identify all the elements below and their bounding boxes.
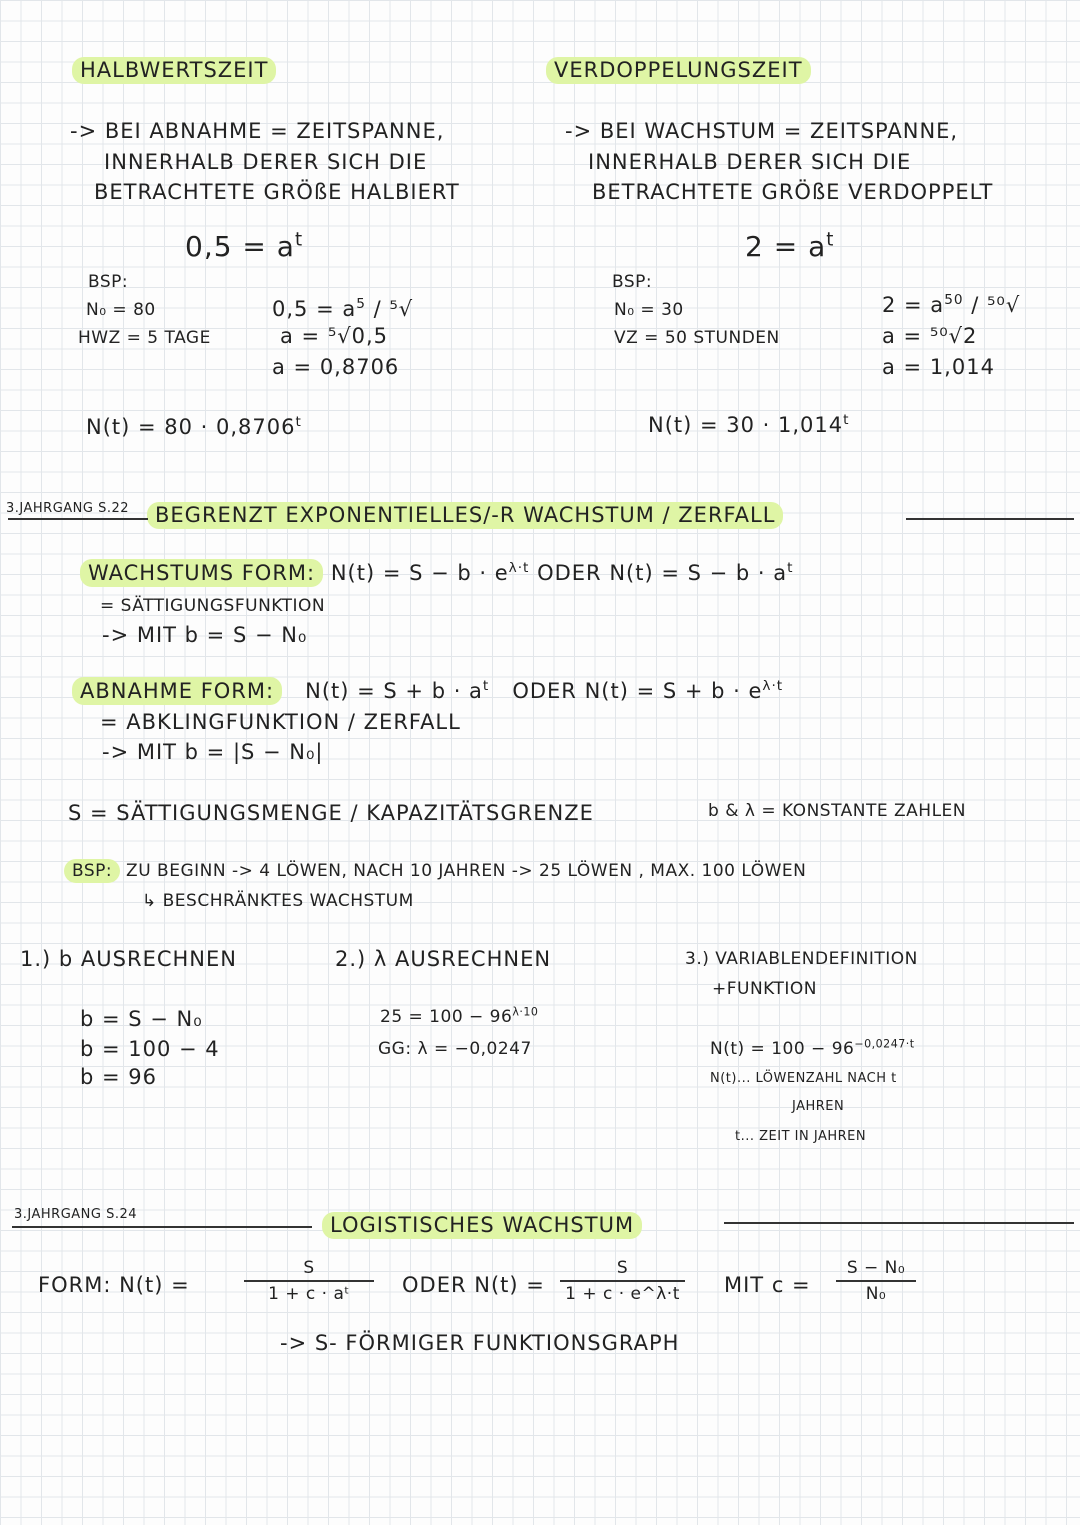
decay-form: ABNAHME FORM: $N(t) = S + b \cdot a^t$ ODER $N(t) = S + b \cdot e^{\lambda\cdot t}$ (72, 680, 783, 703)
half-life-step3: a = 0,8706 (272, 355, 400, 379)
section-divider (8, 518, 148, 520)
constants-definition: b & λ = KONSTANTE ZAHLEN (708, 801, 967, 821)
step3-title: 3.) VARIABLENDEFINITION (685, 949, 918, 969)
decay-form-label: ABNAHME FORM: (72, 677, 282, 705)
logistic-fraction-1: S 1 + c · aᵗ (244, 1258, 374, 1304)
growth-form-label: WACHSTUMS FORM: (80, 559, 323, 587)
growth-form: WACHSTUMS FORM: $N(t) = S - b \cdot e^{\lambda\cdot t}$ ODER $N(t) = S - b \cdot a^t$ (80, 562, 793, 585)
doubling-vz: VZ = 50 STUNDEN (614, 328, 780, 348)
half-life-def-line2: INNERHALB DERER SICH DIE (104, 150, 428, 174)
step3-def1: N(t)... LÖWENZAHL NACH t (710, 1071, 897, 1086)
half-life-example-label: BSP: (88, 272, 129, 292)
section-divider (906, 518, 1074, 520)
half-life-def-line3: BETRACHTETE GRÖßE HALBIERT (94, 180, 460, 204)
step2-line2: GG: λ = −0,0247 (378, 1039, 532, 1059)
half-life-title: HALBWERTSZEIT (72, 57, 276, 84)
doubling-step2: a = ⁵⁰√2 (882, 324, 978, 348)
step2-title: 2.) λ AUSRECHNEN (335, 947, 552, 971)
logistic-c-label: MIT c = (724, 1273, 811, 1297)
step1-line3: b = 96 (80, 1065, 157, 1089)
doubling-function: $N(t) = 30 \cdot 1,014^t$ (648, 412, 850, 437)
section-divider (12, 1226, 312, 1228)
doubling-def-line1: -> BEI WACHSTUM = ZEITSPANNE, (565, 119, 959, 143)
growth-subline2: -> MIT b = S − N₀ (102, 623, 308, 647)
step1-line2: b = 100 − 4 (80, 1037, 220, 1061)
bounded-title: BEGRENZT EXPONENTIELLES/-R WACHSTUM / ZERFALL (147, 502, 783, 529)
doubling-formula: $2 = a^t$ (745, 229, 835, 263)
half-life-n0: N₀ = 80 (86, 300, 156, 320)
decay-subline2: -> MIT b = |S − N₀| (102, 740, 324, 764)
growth-subline1: = SÄTTIGUNGSFUNKTION (100, 596, 326, 616)
half-life-step2: a = ⁵√0,5 (280, 324, 389, 348)
step3-def2: JAHREN (792, 1099, 845, 1114)
doubling-step1: $2 = a^{50} / ^{50}√$ (882, 292, 1021, 317)
decay-subline1: = ABKLINGFUNKTION / ZERFALL (100, 710, 461, 734)
step1-title: 1.) b AUSRECHNEN (20, 947, 237, 971)
doubling-def-line2: INNERHALB DERER SICH DIE (588, 150, 912, 174)
doubling-n0: N₀ = 30 (614, 300, 684, 320)
logistic-c-fraction: S − N₀ N₀ (836, 1258, 916, 1304)
half-life-step1: $0,5 = a^5 / ^5√$ (272, 296, 414, 321)
half-life-def-line1: -> BEI ABNAHME = ZEITSPANNE, (70, 119, 445, 143)
logistic-note: -> S- FÖRMIGER FUNKTIONSGRAPH (280, 1331, 680, 1355)
half-life-formula: $0,5 = a^t$ (185, 229, 304, 263)
step1-line1: b = S − N₀ (80, 1007, 203, 1031)
doubling-example-label: BSP: (612, 272, 653, 292)
bounded-example: BSP: ZU BEGINN -> 4 LÖWEN, NACH 10 JAHREN -> 25 LÖWEN , MAX. 100 LÖWEN (64, 862, 806, 881)
logistic-form-label: FORM: N(t) = (38, 1273, 190, 1297)
step3-def3: t... ZEIT IN JAHREN (735, 1129, 867, 1144)
bounded-example-note: ↳ BESCHRÄNKTES WACHSTUM (142, 891, 414, 911)
step3-function: $N(t) = 100 - 96^{-0,0247\cdot t}$ (710, 1037, 915, 1059)
logistic-or: ODER N(t) = (402, 1273, 545, 1297)
bounded-example-label: BSP: (64, 859, 120, 883)
doubling-def-line3: BETRACHTETE GRÖßE VERDOPPELT (592, 180, 994, 204)
bounded-page-ref: 3.JAHRGANG S.22 (6, 501, 130, 516)
half-life-hwz: HWZ = 5 TAGE (78, 328, 211, 348)
half-life-function: $N(t) = 80 \cdot 0,8706^t$ (86, 414, 302, 439)
logistic-title: LOGISTISCHES WACHSTUM (322, 1212, 642, 1239)
logistic-page-ref: 3.JAHRGANG S.24 (14, 1207, 138, 1222)
logistic-fraction-2: S 1 + c · e^λ·t (560, 1258, 685, 1304)
doubling-step3: a = 1,014 (882, 355, 995, 379)
step3-title-line2: +FUNKTION (712, 979, 818, 999)
doubling-time-title: VERDOPPELUNGSZEIT (546, 57, 811, 84)
saturation-definition: S = SÄTTIGUNGSMENGE / KAPAZITÄTSGRENZE (68, 801, 594, 825)
step2-line1: $25 = 100 - 96^{\lambda\cdot 10}$ (380, 1005, 539, 1027)
section-divider (724, 1222, 1074, 1224)
